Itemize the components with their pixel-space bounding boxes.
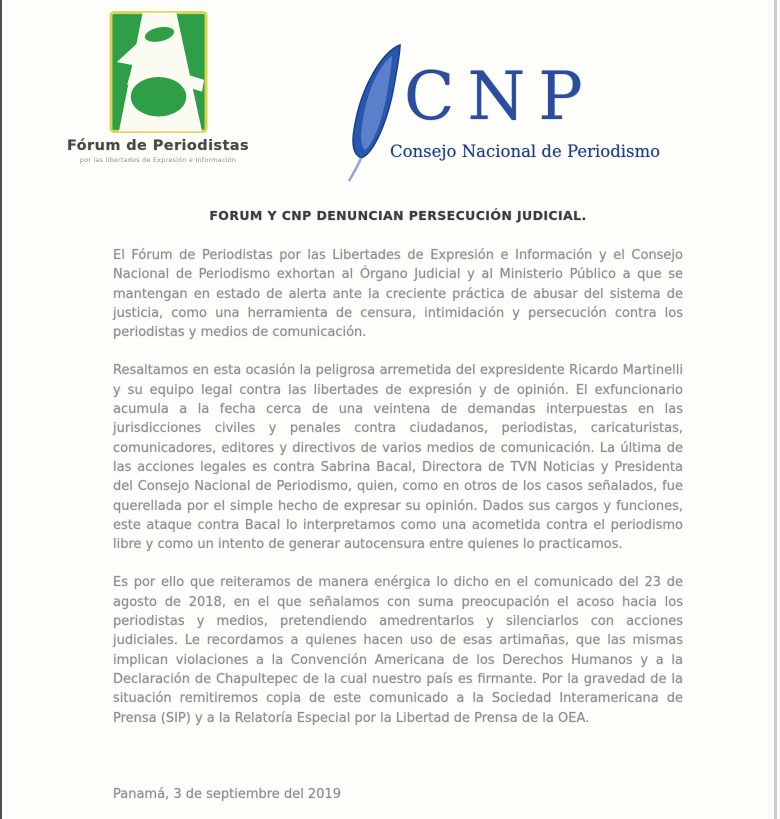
document-body: [113, 246, 683, 747]
forum-logo-name: Fórum de Periodistas: [66, 138, 250, 154]
cnp-subtitle-text: Consejo Nacional de Periodismo: [390, 142, 661, 161]
forum-logo-tagline: por las libertades de Expresión e Información: [79, 156, 237, 164]
date-line: Panamá, 3 de septiembre del 2019: [113, 787, 342, 802]
paragraph-2: Resaltamos en esta ocasión la peligrosa arremetida del expresidente Ricardo Martinelli y su equipo legal contra las libertades de expresión y de opinión. El exfuncionario acumula a la fecha cerca de una veintena de demandas interpuestas en las jurisdicciones civiles y penales contra ciudadanos, periodistas, caricaturistas, comunicadores, editores y directivos de varios medios de comunicación. La última de las acciones legales es contra Sabrina Bacal, Directora de TVN Noticias y Presidenta del Consejo Nacional de Periodismo, quien, como en otros de los casos señalados, fue querellada por el simple hecho de expresar su opinión. Dados sus cargos y funciones, este ataque contra Bacal lo interpretamos como una acometida contra el periodismo libre y como un intento de generar autocensura entre quienes lo practicamos.: [113, 363, 683, 553]
page-left-edge-line: [0, 0, 2, 819]
document-title: FORUM Y CNP DENUNCIAN PERSECUCIÓN JUDICIAL.: [209, 208, 587, 223]
forum-de-periodistas-logo: [58, 10, 258, 164]
paragraph-1: El Fórum de Periodistas por las Libertades de Expresión e Información y el Consejo Nacional de Periodismo exhortan al Órgano Judicial y al Ministerio Público a que se mantengan en estado de alerta ante la creciente práctica de abusar del sistema de justicia, como una herramienta de censura, intimidación y persecución contra los periodistas y medios de comunicación.: [113, 248, 683, 341]
forum-logo-icon: [109, 10, 208, 134]
cnp-acronym-text: CNP: [404, 58, 596, 135]
page-right-edge-line: [774, 0, 777, 819]
cnp-logo: [338, 40, 661, 180]
paragraph-3: Es por ello que reiteramos de manera enérgica lo dicho en el comunicado del 23 de agosto de 2018, en el que señalamos con suma preocupación el acoso hacia los periodistas y medios, pretendiendo amedrentarlos y silenciarlos con acciones judiciales. Le recordamos a quienes hacen uso de esas artimañas, que las mismas implican violaciones a la Convención Americana de los Derechos Humanos y a la Declaración de Chapultepec de la cual nuestro país es firmante. Por la gravedad de la situación remitiremos copia de este comunicado a la Sociedad Interamericana de Prensa (SIP) y a la Relatoría Especial por la Libertad de Prensa de la OEA.: [113, 575, 683, 726]
